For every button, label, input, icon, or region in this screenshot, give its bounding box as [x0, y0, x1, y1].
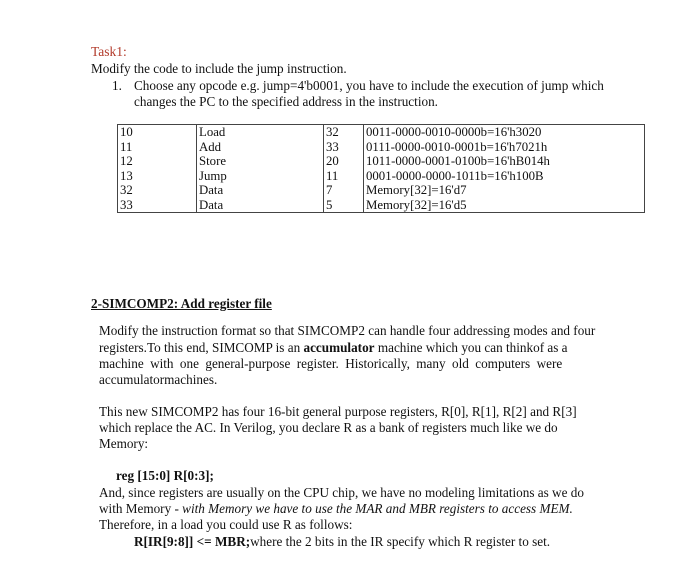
para1-line-1: Modify the instruction format so that SIMCOMP2 can handle four addressing modes and four [99, 323, 596, 338]
cell-address: 12 [118, 154, 197, 169]
cell-address: 11 [118, 140, 197, 155]
para1-line-4: accumulatormachines. [99, 372, 218, 387]
cell-address: 33 [118, 198, 197, 213]
cell-operand: 11 [324, 169, 364, 184]
cell-operand: 5 [324, 198, 364, 213]
para2-line-1: This new SIMCOMP2 has four 16-bit general purpose registers, R[0], R[1], R[2] and R[3] [99, 404, 577, 419]
table-row [118, 183, 645, 198]
cell-operation: Jump [197, 169, 324, 184]
para2-line-2: which replace the AC. In Verilog, you declare R as a bank of registers much like we do [99, 420, 558, 435]
para1-line-2 [99, 340, 568, 356]
table-row [118, 125, 645, 140]
cell-operand: 32 [324, 125, 364, 140]
list-item-line-1: Choose any opcode e.g. jump=4'b0001, you have to include the execution of jump which [134, 78, 604, 93]
cell-operand: 20 [324, 154, 364, 169]
cell-machine-code: 1011-0000-0001-0100b=16'hB014h [364, 154, 645, 169]
section-heading: 2-SIMCOMP2: Add register file [91, 296, 272, 311]
para3-line-2-italic: with Memory we have to use the MAR and MBR registers to access MEM. [182, 501, 573, 516]
table-row [118, 154, 645, 169]
cell-operation: Store [197, 154, 324, 169]
task-intro: Modify the code to include the jump instruction. [91, 61, 347, 76]
cell-address: 32 [118, 183, 197, 198]
table-row [118, 140, 645, 155]
cell-operation: Data [197, 198, 324, 213]
para1-line-2-start: registers.To this end, SIMCOMP is an [99, 340, 304, 355]
para2-line-3: Memory: [99, 436, 149, 451]
cell-operand: 33 [324, 140, 364, 155]
register-assignment-code: R[IR[9:8]] <= MBR; [134, 534, 251, 549]
para3-line-2-start: with Memory - [99, 501, 183, 516]
cell-machine-code: 0001-0000-0000-1011b=16'h100B [364, 169, 645, 184]
cell-operation: Add [197, 140, 324, 155]
cell-address: 10 [118, 125, 197, 140]
para1-line-3: machine with one general-purpose register. Historically, many old computers were [99, 356, 563, 371]
register-assignment [134, 534, 550, 550]
cell-machine-code: 0011-0000-0010-0000b=16'h3020 [364, 125, 645, 140]
table-row [118, 198, 645, 213]
instruction-table [117, 124, 645, 213]
para3-line-3: Therefore, in a load you could use R as follows: [99, 517, 353, 532]
list-item-line-2: changes the PC to the specified address in the instruction. [134, 94, 438, 109]
para3-line-1: And, since registers are usually on the CPU chip, we have no modeling limitations as we do [99, 485, 584, 500]
register-declaration: reg [15:0] R[0:3]; [116, 468, 214, 483]
para3-line-2 [99, 501, 573, 517]
task-title: Task1: [91, 44, 127, 59]
accumulator-term: accumulator [303, 340, 375, 355]
cell-operation: Load [197, 125, 324, 140]
cell-machine-code: Memory[32]=16'd5 [364, 198, 645, 213]
cell-machine-code: 0111-0000-0010-0001b=16'h7021h [364, 140, 645, 155]
register-assignment-note: where the 2 bits in the IR specify which R register to set. [250, 534, 551, 549]
list-item-number: 1. [112, 78, 122, 93]
cell-operation: Data [197, 183, 324, 198]
para1-line-2-end: machine which you can thinkof as a [374, 340, 568, 355]
cell-machine-code: Memory[32]=16'd7 [364, 183, 645, 198]
cell-address: 13 [118, 169, 197, 184]
table-row [118, 169, 645, 184]
cell-operand: 7 [324, 183, 364, 198]
